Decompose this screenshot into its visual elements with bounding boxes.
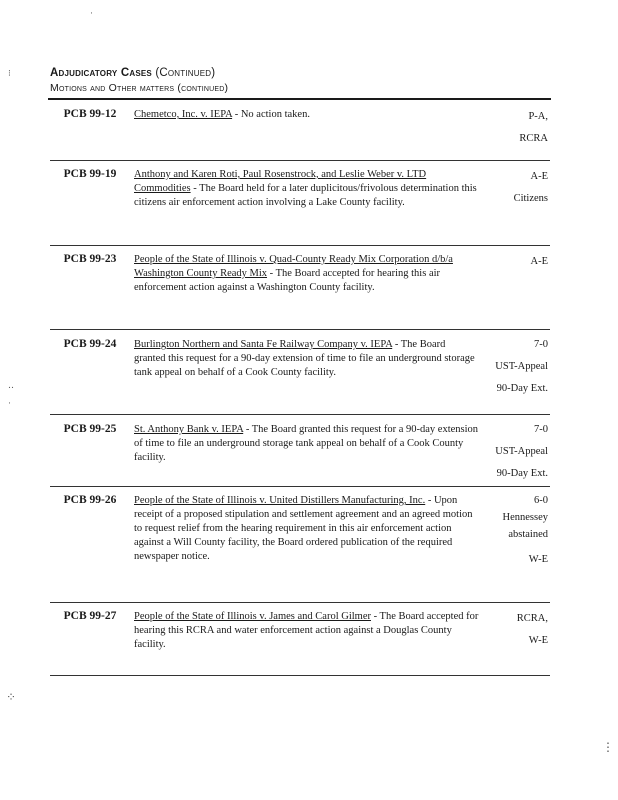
case-description <box>134 494 479 564</box>
case-parties: Chemetco, Inc. v. IEPA <box>134 109 233 120</box>
vote-line: P-A, <box>528 111 548 122</box>
case-parties: Anthony and Karen Roti, Paul Rosenstrock, and Leslie Weber v. LTD Commodities <box>134 169 427 194</box>
case-number: PCB 99-26 <box>63 494 117 506</box>
case-vote <box>474 334 548 400</box>
scan-speck: ⁝ <box>8 68 11 78</box>
case-description <box>134 423 479 465</box>
case-action: - No action taken. <box>232 109 310 120</box>
case-number: PCB 99-23 <box>63 253 117 265</box>
vote-line: UST-Appeal <box>495 446 548 457</box>
case-separator <box>50 329 550 330</box>
vote-line: A-E <box>530 256 548 267</box>
case-parties: People of the State of Illinois v. Quad-County Ready Mix Corporation d/b/a Washington County Ready Mix <box>134 254 453 279</box>
case-description <box>134 253 479 295</box>
case-separator <box>50 486 550 487</box>
vote-line: UST-Appeal <box>495 361 548 372</box>
case-number: PCB 99-24 <box>63 338 117 350</box>
case-action: - The Board granted this request for a 90-day extension of time to file an underground storage tank appeal on behalf of a Cook County facility. <box>134 339 475 378</box>
case-number: PCB 99-27 <box>63 610 117 622</box>
case-description <box>134 338 479 380</box>
vote-line: 7-0 <box>534 424 548 435</box>
case-description <box>134 610 479 652</box>
case-separator <box>50 245 550 246</box>
case-vote <box>474 166 548 210</box>
case-parties: People of the State of Illinois v. United Distillers Manufacturing, Inc. <box>134 495 426 506</box>
vote-line: RCRA <box>519 133 548 144</box>
case-vote <box>474 419 548 485</box>
vote-line: W-E <box>528 635 548 646</box>
case-separator <box>50 675 550 676</box>
case-parties: People of the State of Illinois v. James and Carol Gilmer <box>134 611 371 622</box>
scan-speck: · <box>8 398 11 408</box>
section-subtitle: Motions and Other matters (continued) <box>50 82 229 94</box>
case-vote <box>474 251 548 273</box>
case-separator <box>50 414 550 415</box>
scan-speck: ⋮ <box>602 740 614 754</box>
vote-line: 6-0 <box>534 495 548 506</box>
header-rule <box>48 98 551 100</box>
case-number: PCB 99-25 <box>63 423 117 435</box>
case-separator <box>50 602 550 603</box>
scan-speck: ⁘ <box>6 690 17 704</box>
section-title <box>50 67 215 79</box>
vote-line: 90-Day Ext. <box>496 468 548 479</box>
case-number: PCB 99-12 <box>63 108 117 120</box>
scan-speck: · <box>90 8 93 18</box>
case-vote <box>474 608 548 652</box>
case-parties: Burlington Northern and Santa Fe Railway Company v. IEPA <box>134 339 393 350</box>
case-action: - The Board accepted for hearing this RCRA and water enforcement action against a Douglas County facility. <box>134 611 479 650</box>
vote-line: W-E <box>528 554 548 565</box>
case-description <box>134 108 479 122</box>
vote-line: RCRA, <box>516 613 548 624</box>
case-vote <box>474 492 548 568</box>
case-vote <box>474 106 548 150</box>
vote-line: abstained <box>508 529 548 540</box>
case-action: - Upon receipt of a proposed stipulation and settlement agreement and an agreed motion to request relief from the hearing requirement in this air enforcement action against a Will County facility, the Board ordered publication of the required newspaper notice. <box>134 495 473 562</box>
case-action: - The Board held for a later duplicitous/frivolous determination this citizens air enforcement action involving a Lake County facility. <box>134 183 477 208</box>
case-parties: St. Anthony Bank v. IEPA <box>134 424 244 435</box>
case-description <box>134 168 479 210</box>
section-title-text: Adjudicatory Cases <box>50 67 152 79</box>
section-title-paren: (Continued) <box>155 67 216 79</box>
vote-line: 90-Day Ext. <box>496 383 548 394</box>
case-action: - The Board accepted for hearing this air enforcement action against a Washington County facility. <box>134 268 441 293</box>
vote-line: 7-0 <box>534 339 548 350</box>
vote-line: A-E <box>530 171 548 182</box>
scan-speck: ‥ <box>8 380 15 390</box>
case-action: - The Board granted this request for a 90-day extension of time to file an underground storage tank appeal on behalf of a Cook County facility. <box>134 424 479 463</box>
case-separator <box>50 160 550 161</box>
case-number: PCB 99-19 <box>63 168 117 180</box>
vote-line: Citizens <box>513 193 548 204</box>
vote-line: Hennessey <box>502 512 548 523</box>
